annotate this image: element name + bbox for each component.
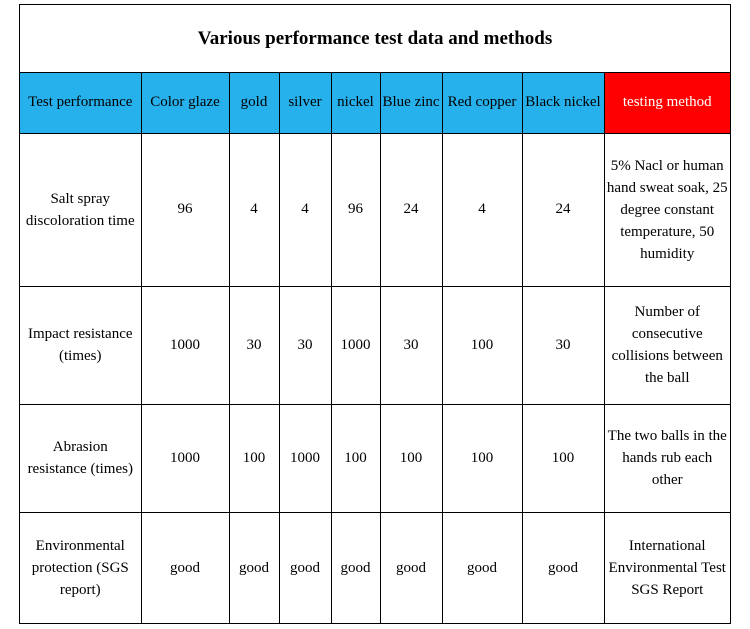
header-color-glaze: Color glaze: [141, 73, 229, 133]
table-cell: 100: [522, 404, 604, 512]
table-row: [20, 133, 730, 286]
header-blue-zinc: Blue zinc: [380, 73, 442, 133]
table-cell: 100: [331, 404, 380, 512]
table-cell: 100: [442, 286, 522, 404]
table-cell: 4: [229, 133, 279, 286]
table-title: Various performance test data and methods: [20, 5, 730, 73]
table-cell: 24: [380, 133, 442, 286]
table-cell: 4: [279, 133, 331, 286]
row-label: Salt spray discoloration time: [20, 133, 141, 286]
table-cell: 1000: [331, 286, 380, 404]
table-row: [20, 404, 730, 512]
row-label: Impact resistance (times): [20, 286, 141, 404]
table-cell: 1000: [141, 404, 229, 512]
header-silver: silver: [279, 73, 331, 133]
table-cell: good: [331, 512, 380, 624]
header-black-nickel: Black nickel: [522, 73, 604, 133]
table-cell: good: [141, 512, 229, 624]
header-testing-method: testing method: [604, 73, 730, 133]
method-cell: Number of consecutive collisions between the ball: [604, 286, 730, 404]
table-cell: 30: [229, 286, 279, 404]
header-red-copper: Red copper: [442, 73, 522, 133]
header-row: [20, 73, 730, 133]
row-label: Environmental protection (SGS report): [20, 512, 141, 624]
table-row: [20, 286, 730, 404]
table-cell: good: [522, 512, 604, 624]
table-cell: 96: [141, 133, 229, 286]
table-cell: 30: [279, 286, 331, 404]
header-gold: gold: [229, 73, 279, 133]
table-cell: good: [229, 512, 279, 624]
table-cell: 100: [442, 404, 522, 512]
header-test-performance: Test performance: [20, 73, 141, 133]
table-cell: good: [380, 512, 442, 624]
table-cell: 30: [380, 286, 442, 404]
header-nickel: nickel: [331, 73, 380, 133]
table-cell: 100: [229, 404, 279, 512]
method-cell: 5% Nacl or human hand sweat soak, 25 degree constant temperature, 50 humidity: [604, 133, 730, 286]
table-cell: 96: [331, 133, 380, 286]
table-cell: 1000: [141, 286, 229, 404]
table-row: [20, 512, 730, 624]
table-cell: 100: [380, 404, 442, 512]
performance-table-sheet: [19, 4, 731, 624]
performance-table: [20, 73, 730, 624]
table-cell: 24: [522, 133, 604, 286]
table-cell: 30: [522, 286, 604, 404]
method-cell: International Environmental Test SGS Report: [604, 512, 730, 624]
table-cell: 4: [442, 133, 522, 286]
method-cell: The two balls in the hands rub each other: [604, 404, 730, 512]
table-cell: good: [442, 512, 522, 624]
table-cell: good: [279, 512, 331, 624]
row-label: Abrasion resistance (times): [20, 404, 141, 512]
table-cell: 1000: [279, 404, 331, 512]
